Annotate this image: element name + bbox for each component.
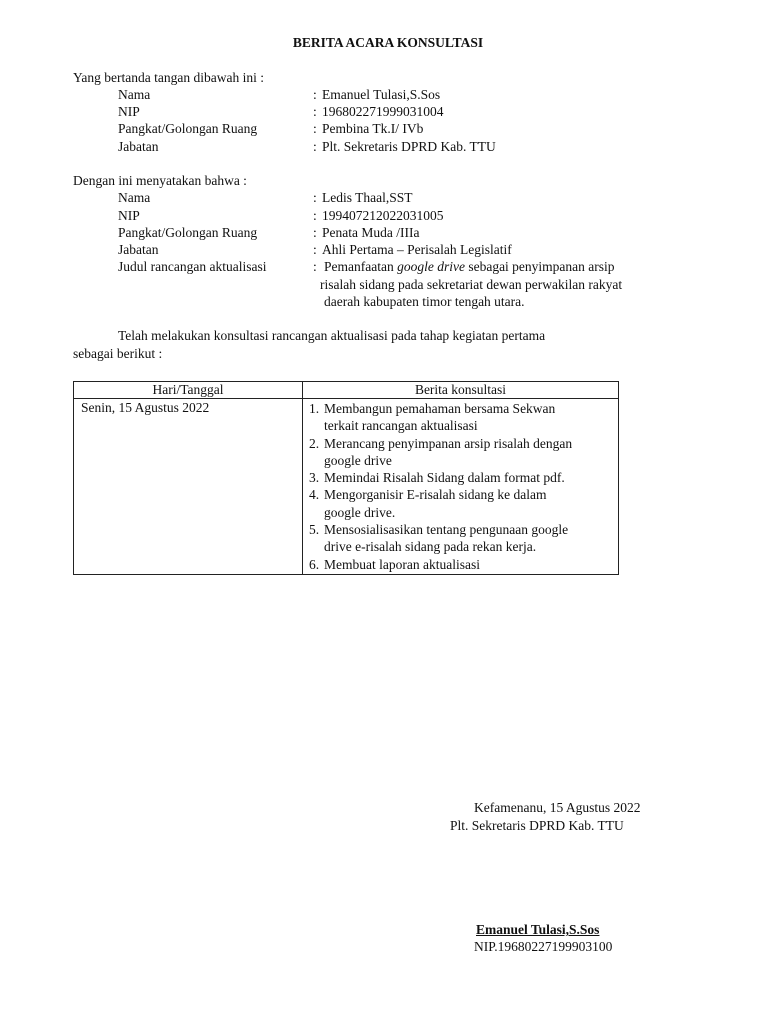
list-item <box>303 400 618 435</box>
list-item <box>303 521 618 556</box>
item-text: Merancang penyimpanan arsip risalah dengan google drive <box>324 435 573 468</box>
signer-rank-value: Pembina Tk.I/ IVb <box>322 121 424 136</box>
signer-name-label: Nama <box>118 87 151 102</box>
subject-name-value: Ledis Thaal,SST <box>322 190 413 205</box>
header-consultation: Berita konsultasi <box>303 382 619 399</box>
signer-nip-value: 196802271999031004 <box>322 104 444 119</box>
item-number: 4. <box>309 487 320 503</box>
subject-intro: Dengan ini menyatakan bahwa : <box>73 173 247 188</box>
table-header-row <box>74 382 619 399</box>
list-item <box>303 556 618 573</box>
signatory-nip: NIP.19680227199903100 <box>474 939 613 954</box>
signer-nip-label: NIP <box>118 104 140 119</box>
item-text: Membangun pemahaman bersama Sekwan terkait rancangan aktualisasi <box>324 401 556 434</box>
signatory-name: Emanuel Tulasi,S.Sos <box>476 922 600 937</box>
item-text: Membuat laporan aktualisasi <box>324 556 480 572</box>
signer-position-value: Plt. Sekretaris DPRD Kab. TTU <box>322 139 496 154</box>
signer-name-value: Emanuel Tulasi,S.Sos <box>322 87 441 102</box>
colon: : <box>313 190 317 205</box>
consultation-table <box>73 381 619 575</box>
item-text: Memindai Risalah Sidang dalam format pdf. <box>324 470 565 486</box>
google-drive-emphasis: google drive <box>397 259 465 274</box>
table-row <box>74 399 619 575</box>
subject-position-label: Jabatan <box>118 242 159 257</box>
subject-nip-label: NIP <box>118 208 140 223</box>
subject-title-label: Judul rancangan aktualisasi <box>118 259 267 274</box>
subject-nip-value: 199407212022031005 <box>322 208 444 223</box>
subject-rank-label: Pangkat/Golongan Ruang <box>118 225 258 240</box>
statement-line-1: Telah melakukan konsultasi rancangan aktualisasi pada tahap kegiatan pertama <box>118 328 546 343</box>
subject-title-line-1: Pemanfaatan google drive sebagai penyimpanan arsip <box>324 259 615 274</box>
signer-position-label: Jabatan <box>118 139 159 154</box>
statement-line-2: sebagai berikut : <box>73 346 163 361</box>
colon: : <box>313 121 317 136</box>
item-text: Mensosialisasikan tentang pengunaan google drive e-risalah sidang pada rekan kerja. <box>324 522 569 555</box>
colon: : <box>313 139 317 154</box>
item-number: 1. <box>309 401 320 416</box>
colon: : <box>313 225 317 240</box>
subject-title-line-2: risalah sidang pada sekretariat dewan perwakilan rakyat <box>320 277 623 292</box>
colon: : <box>313 208 317 223</box>
list-item <box>303 469 618 486</box>
colon: : <box>313 242 317 257</box>
colon: : <box>313 87 317 102</box>
closing-position: Plt. Sekretaris DPRD Kab. TTU <box>450 818 624 833</box>
closing-place-date: Kefamenanu, 15 Agustus 2022 <box>474 800 641 815</box>
consultation-date: Senin, 15 Agustus 2022 <box>74 399 303 575</box>
item-number: 2. <box>309 435 320 451</box>
item-text: Mengorganisir E-risalah sidang ke dalam google drive. <box>324 487 547 520</box>
subject-title-line-3: daerah kabupaten timor tengah utara. <box>324 294 525 309</box>
item-number: 5. <box>309 522 320 538</box>
document-title: BERITA ACARA KONSULTASI <box>292 35 484 50</box>
colon: : <box>313 104 317 119</box>
header-date: Hari/Tanggal <box>74 382 303 399</box>
subject-rank-value: Penata Muda /IIIa <box>322 225 420 240</box>
item-number: 3. <box>309 470 320 486</box>
list-item <box>303 486 618 521</box>
colon: : <box>313 259 317 274</box>
list-item <box>303 435 618 470</box>
consultation-list <box>303 400 618 573</box>
consultation-items-cell <box>303 399 619 575</box>
subject-name-label: Nama <box>118 190 151 205</box>
signer-intro: Yang bertanda tangan dibawah ini : <box>73 70 264 85</box>
subject-position-value: Ahli Pertama – Perisalah Legislatif <box>322 242 512 257</box>
item-number: 6. <box>309 556 320 572</box>
signer-rank-label: Pangkat/Golongan Ruang <box>118 121 258 136</box>
